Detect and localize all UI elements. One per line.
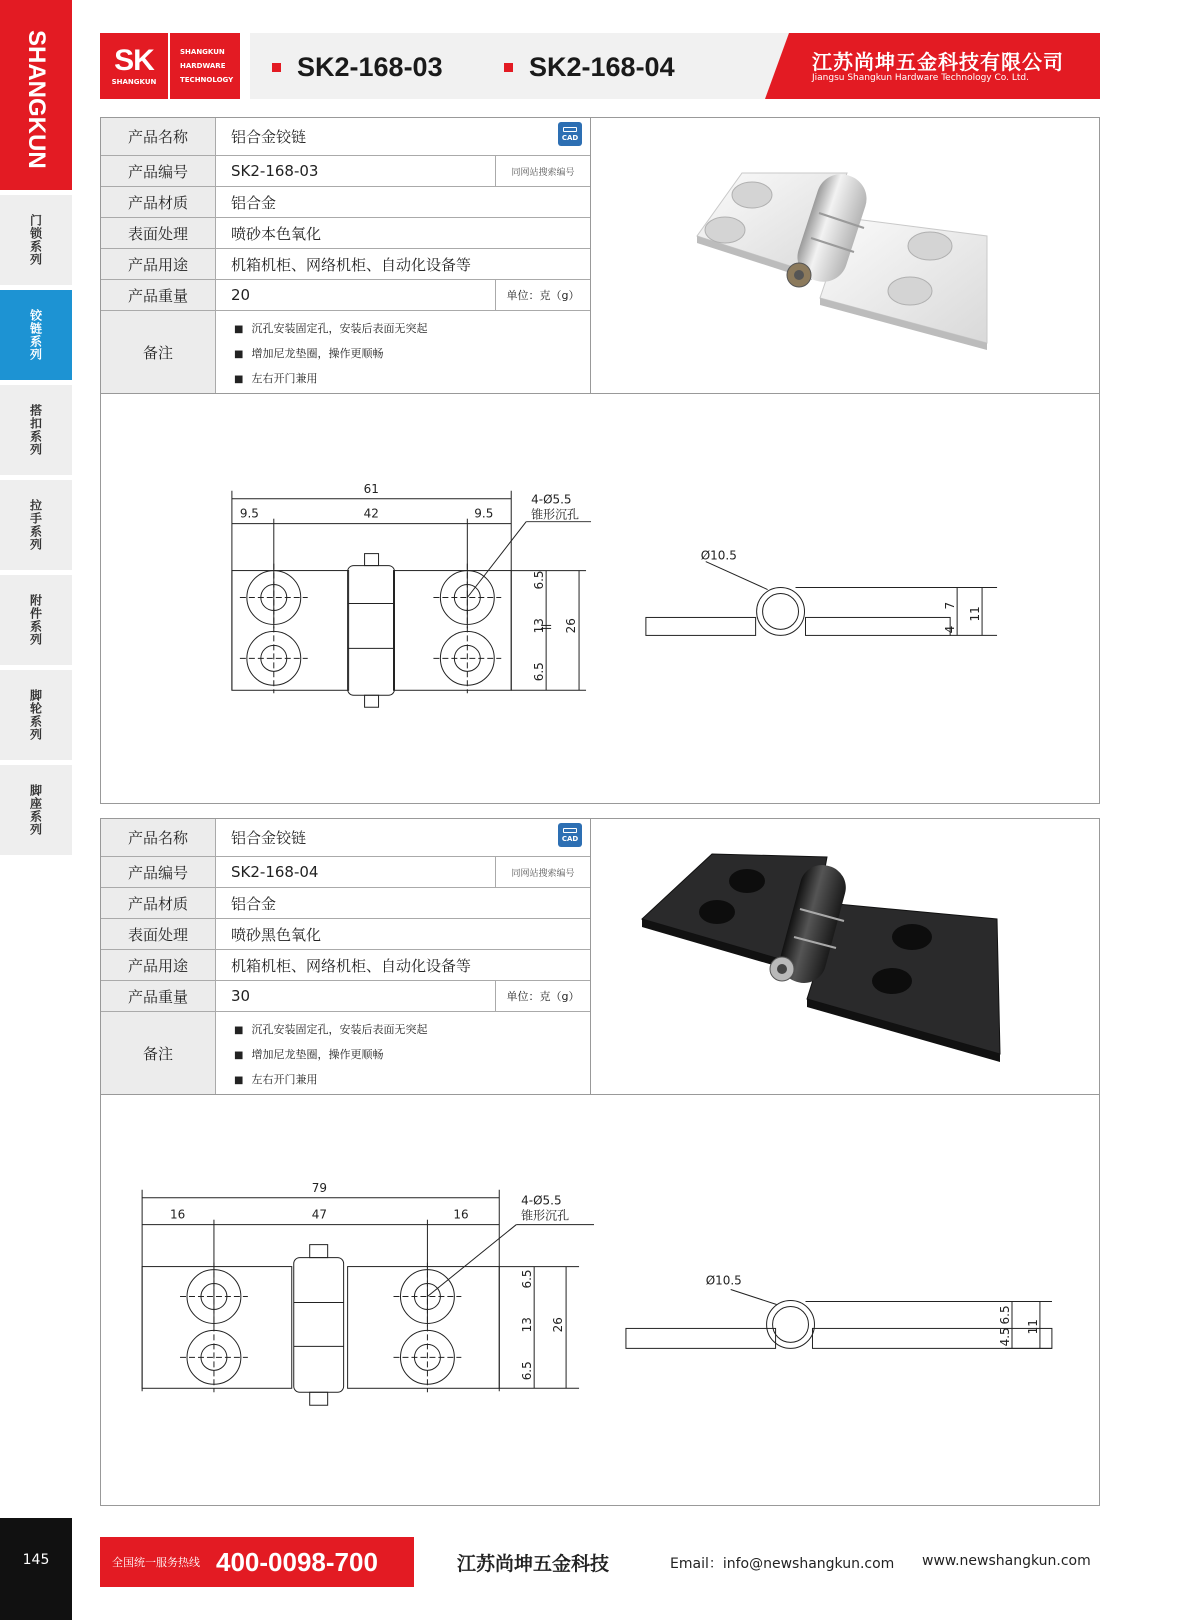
value-weight: 20: [231, 286, 251, 304]
sidebar-tab-feet[interactable]: 脚座系列: [0, 765, 72, 855]
company-name-cn: 江苏尚坤五金科技有限公司: [812, 50, 1064, 74]
brand-tab: [0, 0, 72, 190]
logo-sk-sub: SHANGKUN: [111, 78, 157, 86]
dim-edge-left: 9.5: [239, 506, 259, 521]
spec-table: [101, 118, 591, 393]
notes-list: [216, 311, 427, 392]
model-title-2: SK2-168-04: [504, 52, 675, 83]
product-block-1: [100, 117, 1100, 804]
footer-company: 江苏尚坤五金科技: [457, 1553, 610, 1575]
sidebar: [0, 0, 72, 1620]
notes-list: [216, 1012, 427, 1093]
search-hint: 同网站搜索编号: [495, 156, 590, 186]
dim-hole-type: 锥形沉孔: [521, 1208, 570, 1223]
dim-side-a: 7: [943, 601, 958, 610]
value-weight: 30: [231, 987, 251, 1005]
footer-website[interactable]: www.newshangkun.com: [922, 1553, 1091, 1569]
sidebar-tab-casters[interactable]: 脚轮系列: [0, 670, 72, 760]
model-title-1: SK2-168-03: [272, 52, 443, 83]
value-usage: 机箱机柜、网络机柜、自动化设备等: [231, 255, 472, 274]
hotline-number[interactable]: 400-0098-700: [216, 1546, 378, 1577]
company-name-en: Jiangsu Shangkun Hardware Technology Co. Ltd.: [812, 73, 1029, 83]
dim-side-b: 4: [943, 625, 958, 634]
spec-table: [101, 819, 591, 1094]
dim-side-a: 6.5: [998, 1305, 1013, 1325]
dim-edge-right: 9.5: [474, 506, 494, 521]
technical-drawing-1: [101, 393, 1099, 803]
hotline-banner: [100, 1537, 414, 1587]
dim-hole: 4-Ø5.5: [531, 492, 572, 507]
value-usage: 机箱机柜、网络机柜、自动化设备等: [231, 956, 472, 975]
label-code: 产品编号: [101, 857, 216, 887]
value-material: 铝合金: [231, 894, 277, 913]
dim-top: 6.5: [532, 570, 547, 590]
note-item: ■ 沉孔安装固定孔，安装后表面无突起: [234, 1018, 427, 1043]
label-finish: 表面处理: [101, 919, 216, 949]
footer-email[interactable]: Email：info@newshangkun.com: [670, 1556, 895, 1572]
dim-bottom: 6.5: [520, 1361, 535, 1381]
dim-center: 13: [520, 1317, 535, 1333]
note-item: ■ 左右开门兼用: [234, 367, 427, 392]
cad-icon[interactable]: CAD: [558, 823, 582, 847]
dim-side-b: 4.5: [998, 1327, 1013, 1347]
dim-top: 6.5: [520, 1269, 535, 1289]
dim-total: 61: [363, 481, 379, 496]
dim-center: 13: [532, 618, 547, 634]
logo-sk-mark: SK: [114, 44, 154, 77]
dim-side-total: 11: [1025, 1319, 1040, 1335]
label-weight: 产品重量: [101, 280, 216, 310]
label-code: 产品编号: [101, 156, 216, 186]
dim-height: 26: [551, 1317, 566, 1333]
value-code: SK2-168-04: [231, 863, 319, 881]
sidebar-tab-hasps[interactable]: 搭扣系列: [0, 385, 72, 475]
dim-mid: 47: [311, 1207, 327, 1222]
page-number-box: [0, 1518, 72, 1620]
weight-unit: 单位：克（g）: [495, 981, 590, 1011]
value-name: 铝合金铰链: [231, 128, 307, 146]
dim-pin: Ø10.5: [700, 548, 737, 563]
label-notes: 备注: [101, 311, 216, 393]
dim-pin: Ø10.5: [705, 1273, 742, 1288]
brand-label: SHANGKUN: [23, 30, 50, 169]
dim-edge-right: 16: [453, 1207, 469, 1222]
label-usage: 产品用途: [101, 950, 216, 980]
search-hint: 同网站搜索编号: [495, 857, 590, 887]
sidebar-tab-locks[interactable]: 门锁系列: [0, 195, 72, 285]
label-usage: 产品用途: [101, 249, 216, 279]
note-item: ■ 左右开门兼用: [234, 1068, 427, 1093]
note-item: ■ 增加尼龙垫圈，操作更顺畅: [234, 1043, 427, 1068]
label-weight: 产品重量: [101, 981, 216, 1011]
value-finish: 喷砂黑色氧化: [231, 925, 322, 944]
sidebar-tab-accessories[interactable]: 附件系列: [0, 575, 72, 665]
product-block-2: [100, 818, 1100, 1506]
label-material: 产品材质: [101, 888, 216, 918]
logo-word: SHANGKUN: [180, 48, 225, 56]
dim-edge-left: 16: [170, 1207, 186, 1222]
value-material: 铝合金: [231, 193, 277, 212]
hotline-label: 全国统一服务热线: [112, 1556, 200, 1569]
product-photo-black-hinge: [592, 819, 1101, 1094]
dim-hole-type: 锥形沉孔: [531, 507, 580, 522]
logo-word: TECHNOLOGY: [180, 76, 234, 84]
technical-drawing-2: [101, 1094, 1099, 1505]
logo: [100, 33, 240, 99]
dim-side-total: 11: [968, 606, 983, 622]
page-number: 145: [22, 1552, 50, 1568]
sidebar-tab-hinges[interactable]: 铰链系列: [0, 290, 72, 380]
value-code: SK2-168-03: [231, 162, 319, 180]
label-notes: 备注: [101, 1012, 216, 1094]
dim-mid: 42: [363, 506, 379, 521]
product-photo-silver-hinge: [592, 118, 1101, 393]
label-name: 产品名称: [101, 819, 216, 856]
note-item: ■ 沉孔安装固定孔，安装后表面无突起: [234, 317, 427, 342]
logo-word: HARDWARE: [180, 62, 226, 70]
value-finish: 喷砂本色氧化: [231, 224, 322, 243]
sidebar-tab-handles[interactable]: 拉手系列: [0, 480, 72, 570]
dim-bottom: 6.5: [532, 662, 547, 682]
label-material: 产品材质: [101, 187, 216, 217]
label-finish: 表面处理: [101, 218, 216, 248]
cad-icon[interactable]: CAD: [558, 122, 582, 146]
dim-total: 79: [311, 1180, 327, 1195]
weight-unit: 单位：克（g）: [495, 280, 590, 310]
dim-height: 26: [564, 618, 579, 634]
dim-hole: 4-Ø5.5: [521, 1193, 562, 1208]
value-name: 铝合金铰链: [231, 829, 307, 847]
note-item: ■ 增加尼龙垫圈，操作更顺畅: [234, 342, 427, 367]
label-name: 产品名称: [101, 118, 216, 155]
